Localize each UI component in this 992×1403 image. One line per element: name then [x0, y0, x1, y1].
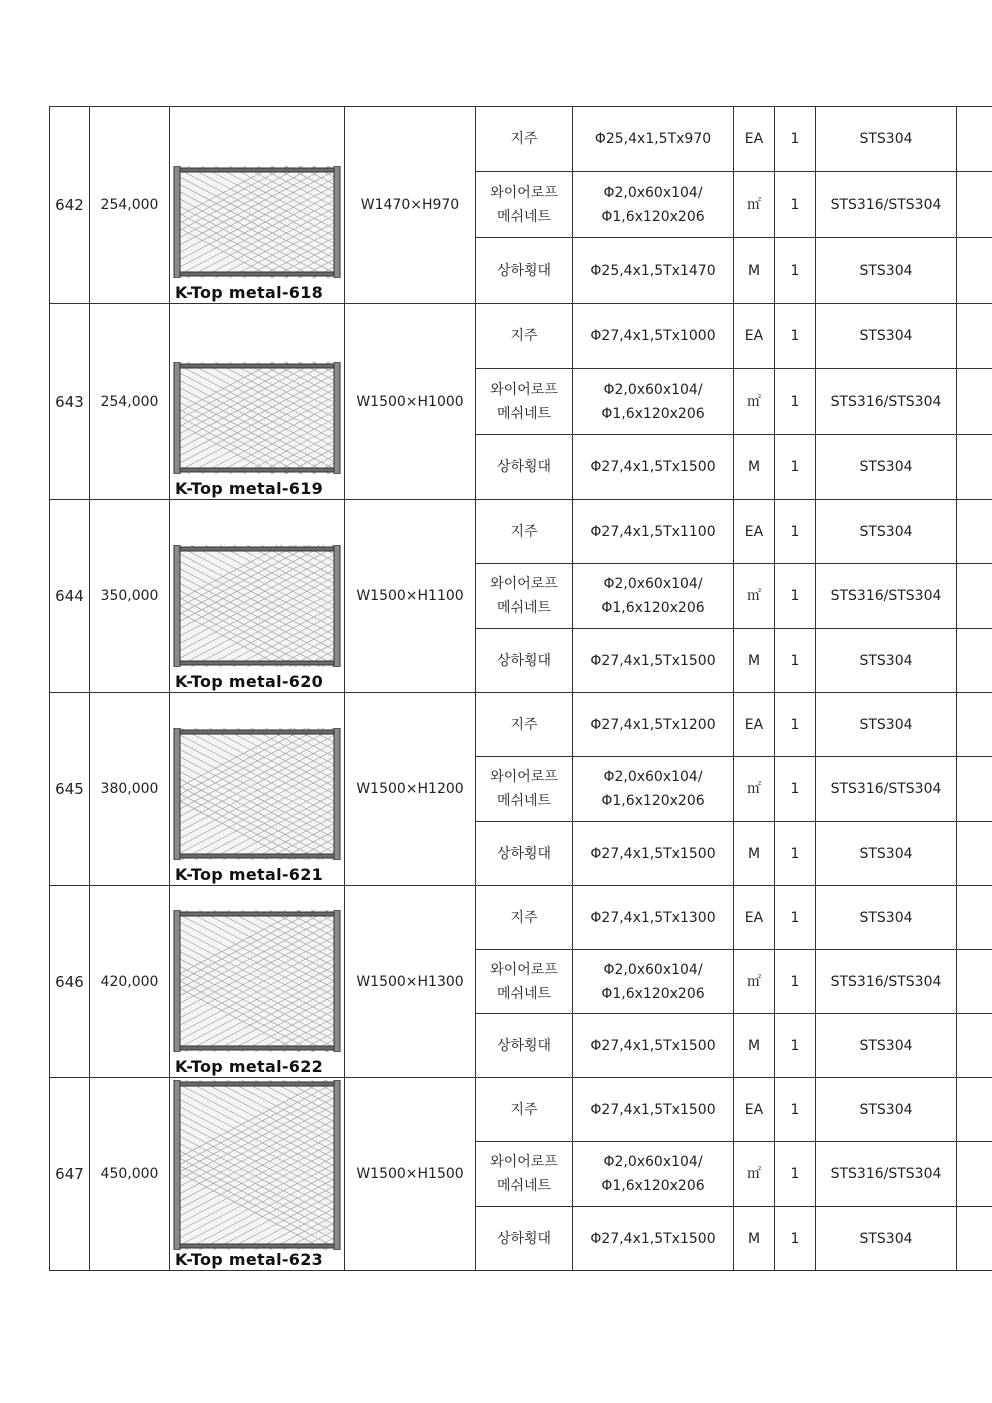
part-name-line: 메쉬네트 — [496, 1178, 552, 1194]
fence-image — [173, 1080, 341, 1250]
model-name: K-Top metal-618 — [175, 283, 324, 302]
part-unit: ㎡ — [734, 564, 775, 629]
part-note — [957, 564, 992, 629]
part-name — [476, 693, 573, 757]
part-name — [476, 435, 573, 500]
part-material: STS316/STS304 — [816, 1142, 957, 1207]
part-spec — [573, 1014, 734, 1078]
table-row — [50, 107, 992, 172]
part-name — [476, 1078, 573, 1142]
part-spec — [573, 500, 734, 564]
part-name — [476, 500, 573, 564]
model-name: K-Top metal-623 — [175, 1250, 324, 1269]
part-material: STS304 — [816, 1078, 957, 1142]
part-material: STS316/STS304 — [816, 564, 957, 629]
part-qty: 1 — [775, 500, 816, 564]
part-spec — [573, 1078, 734, 1142]
part-spec-line: Φ1,6x120x206 — [601, 1178, 705, 1194]
part-material: STS304 — [816, 1207, 957, 1271]
part-unit: EA — [734, 1078, 775, 1142]
part-spec — [573, 172, 734, 238]
item-size: W1500×H1300 — [345, 886, 476, 1078]
part-unit: M — [734, 435, 775, 500]
part-note — [957, 757, 992, 822]
fence-panel-illustration — [173, 728, 341, 860]
part-qty: 1 — [775, 693, 816, 757]
product-image-cell — [170, 107, 345, 304]
part-material: STS304 — [816, 304, 957, 369]
product-image-cell — [170, 693, 345, 886]
fence-panel-illustration — [173, 910, 341, 1052]
part-spec-line: Φ27,4x1,5Tx1500 — [590, 1230, 716, 1247]
item-number: 645 — [50, 693, 90, 886]
part-spec — [573, 564, 734, 629]
part-note — [957, 950, 992, 1014]
item-price: 254,000 — [90, 304, 170, 500]
part-unit: EA — [734, 500, 775, 564]
part-name — [476, 564, 573, 629]
part-spec-line: Φ27,4x1,5Tx1000 — [590, 328, 716, 344]
fence-image — [173, 910, 341, 1052]
part-spec-line: Φ1,6x120x206 — [601, 208, 705, 225]
part-material: STS304 — [816, 629, 957, 693]
part-material: STS304 — [816, 435, 957, 500]
part-qty: 1 — [775, 886, 816, 950]
part-unit: ㎡ — [734, 369, 775, 435]
part-spec-line: Φ1,6x120x206 — [601, 600, 705, 616]
part-qty: 1 — [775, 107, 816, 172]
part-name-line: 지주 — [510, 1101, 538, 1118]
part-qty: 1 — [775, 1207, 816, 1271]
item-number: 647 — [50, 1078, 90, 1271]
part-name-line: 와이어로프 — [490, 184, 558, 201]
product-image-cell — [170, 500, 345, 693]
part-spec-line: Φ2,0x60x104/ — [603, 576, 703, 592]
part-note — [957, 886, 992, 950]
fence-image — [173, 545, 341, 667]
part-spec — [573, 1207, 734, 1271]
item-price: 420,000 — [90, 886, 170, 1078]
part-material: STS304 — [816, 238, 957, 304]
part-name — [476, 107, 573, 172]
part-name-line: 지주 — [510, 328, 538, 344]
product-image-cell — [170, 304, 345, 500]
part-name — [476, 1014, 573, 1078]
part-name — [476, 950, 573, 1014]
part-note — [957, 1142, 992, 1207]
part-unit: M — [734, 1014, 775, 1078]
part-qty: 1 — [775, 757, 816, 822]
part-note — [957, 693, 992, 757]
item-price: 350,000 — [90, 500, 170, 693]
part-spec-line: Φ25,4x1,5Tx1470 — [590, 262, 716, 279]
table-row — [50, 886, 992, 950]
part-unit: EA — [734, 304, 775, 369]
part-name — [476, 238, 573, 304]
table-row — [50, 500, 992, 564]
part-qty: 1 — [775, 1142, 816, 1207]
part-unit: EA — [734, 693, 775, 757]
part-note — [957, 238, 992, 304]
product-image-cell — [170, 1078, 345, 1271]
item-size: W1500×H1500 — [345, 1078, 476, 1271]
model-name: K-Top metal-621 — [175, 865, 324, 884]
part-qty: 1 — [775, 564, 816, 629]
part-name-line: 메쉬네트 — [496, 405, 552, 422]
part-name — [476, 822, 573, 886]
part-unit: M — [734, 238, 775, 304]
part-material: STS316/STS304 — [816, 172, 957, 238]
part-unit: M — [734, 1207, 775, 1271]
part-name-line: 와이어로프 — [490, 576, 558, 592]
table-row — [50, 693, 992, 757]
part-name-line: 지주 — [510, 716, 538, 733]
part-note — [957, 500, 992, 564]
part-unit: ㎡ — [734, 1142, 775, 1207]
part-name-line: 상하횡대 — [496, 652, 552, 669]
part-name-line: 메쉬네트 — [496, 600, 552, 616]
part-name — [476, 886, 573, 950]
part-spec-line: Φ27,4x1,5Tx1500 — [590, 845, 716, 862]
part-spec-line: Φ25,4x1,5Tx970 — [594, 131, 712, 147]
part-spec — [573, 757, 734, 822]
part-spec-line: Φ27,4x1,5Tx1200 — [590, 716, 716, 733]
part-material: STS304 — [816, 822, 957, 886]
part-spec — [573, 886, 734, 950]
part-spec-line: Φ27,4x1,5Tx1300 — [590, 909, 716, 926]
part-spec — [573, 107, 734, 172]
item-number: 644 — [50, 500, 90, 693]
fence-panel-illustration — [173, 545, 341, 667]
part-material: STS316/STS304 — [816, 757, 957, 822]
part-spec — [573, 950, 734, 1014]
part-qty: 1 — [775, 435, 816, 500]
part-spec-line: Φ2,0x60x104/ — [603, 184, 703, 201]
item-size: W1500×H1100 — [345, 500, 476, 693]
part-note — [957, 1207, 992, 1271]
part-spec-line: Φ27,4x1,5Tx1100 — [590, 523, 716, 540]
part-spec — [573, 238, 734, 304]
part-material: STS316/STS304 — [816, 369, 957, 435]
part-unit: M — [734, 629, 775, 693]
fence-image — [173, 728, 341, 860]
part-unit: ㎡ — [734, 757, 775, 822]
part-name-line: 지주 — [510, 131, 538, 147]
part-note — [957, 822, 992, 886]
part-spec-line: Φ27,4x1,5Tx1500 — [590, 1037, 716, 1054]
part-spec — [573, 435, 734, 500]
part-spec — [573, 1142, 734, 1207]
part-material: STS304 — [816, 500, 957, 564]
part-name-line: 상하횡대 — [496, 1230, 552, 1247]
part-note — [957, 1078, 992, 1142]
part-note — [957, 629, 992, 693]
part-name-line: 상하횡대 — [496, 262, 552, 279]
part-name — [476, 629, 573, 693]
part-spec — [573, 822, 734, 886]
table-row — [50, 1078, 992, 1142]
product-image-cell — [170, 886, 345, 1078]
part-qty: 1 — [775, 238, 816, 304]
part-spec — [573, 304, 734, 369]
table-row — [50, 304, 992, 369]
part-name — [476, 369, 573, 435]
part-qty: 1 — [775, 172, 816, 238]
item-price: 380,000 — [90, 693, 170, 886]
part-spec-line: Φ27,4x1,5Tx1500 — [590, 1101, 716, 1118]
part-qty: 1 — [775, 1078, 816, 1142]
part-spec-line: Φ1,6x120x206 — [601, 405, 705, 422]
part-name-line: 지주 — [510, 909, 538, 926]
item-size: W1500×H1000 — [345, 304, 476, 500]
part-name-line: 메쉬네트 — [496, 208, 552, 225]
part-qty: 1 — [775, 629, 816, 693]
part-name — [476, 1142, 573, 1207]
part-name-line: 와이어로프 — [490, 1154, 558, 1170]
item-price: 450,000 — [90, 1078, 170, 1271]
fence-panel-illustration — [173, 166, 341, 278]
model-name: K-Top metal-620 — [175, 672, 324, 691]
fence-image — [173, 362, 341, 474]
part-spec-line: Φ27,4x1,5Tx1500 — [590, 459, 716, 475]
part-unit: EA — [734, 107, 775, 172]
part-unit: ㎡ — [734, 172, 775, 238]
fence-panel-illustration — [173, 1080, 341, 1250]
part-note — [957, 304, 992, 369]
part-name-line: 와이어로프 — [490, 769, 558, 785]
part-name-line: 상하횡대 — [496, 1037, 552, 1054]
part-name-line: 와이어로프 — [490, 381, 558, 398]
part-spec-line: Φ1,6x120x206 — [601, 985, 705, 1002]
part-unit: EA — [734, 886, 775, 950]
part-name — [476, 757, 573, 822]
part-unit: ㎡ — [734, 950, 775, 1014]
part-name-line: 지주 — [510, 523, 538, 540]
part-qty: 1 — [775, 950, 816, 1014]
part-name-line: 상하횡대 — [496, 845, 552, 862]
item-number: 642 — [50, 107, 90, 304]
part-name — [476, 172, 573, 238]
part-spec-line: Φ2,0x60x104/ — [603, 769, 703, 785]
part-name — [476, 1207, 573, 1271]
item-size: W1470×H970 — [345, 107, 476, 304]
part-note — [957, 369, 992, 435]
part-spec-line: Φ2,0x60x104/ — [603, 381, 703, 398]
part-name-line: 와이어로프 — [490, 961, 558, 978]
item-size: W1500×H1200 — [345, 693, 476, 886]
part-material: STS304 — [816, 886, 957, 950]
part-spec-line: Φ27,4x1,5Tx1500 — [590, 652, 716, 669]
part-note — [957, 172, 992, 238]
model-name: K-Top metal-622 — [175, 1057, 324, 1076]
part-note — [957, 435, 992, 500]
item-price: 254,000 — [90, 107, 170, 304]
model-name: K-Top metal-619 — [175, 479, 324, 498]
part-qty: 1 — [775, 822, 816, 886]
part-spec-line: Φ2,0x60x104/ — [603, 961, 703, 978]
part-unit: M — [734, 822, 775, 886]
part-name-line: 메쉬네트 — [496, 985, 552, 1002]
part-qty: 1 — [775, 369, 816, 435]
item-number: 646 — [50, 886, 90, 1078]
part-qty: 1 — [775, 304, 816, 369]
part-spec — [573, 369, 734, 435]
product-spec-table — [49, 106, 992, 1271]
part-note — [957, 1014, 992, 1078]
part-name — [476, 304, 573, 369]
fence-image — [173, 166, 341, 278]
part-spec-line: Φ1,6x120x206 — [601, 793, 705, 809]
part-name-line: 상하횡대 — [496, 459, 552, 475]
part-material: STS316/STS304 — [816, 950, 957, 1014]
part-material: STS304 — [816, 693, 957, 757]
part-note — [957, 107, 992, 172]
part-material: STS304 — [816, 1014, 957, 1078]
part-spec — [573, 629, 734, 693]
part-material: STS304 — [816, 107, 957, 172]
part-spec-line: Φ2,0x60x104/ — [603, 1154, 703, 1170]
fence-panel-illustration — [173, 362, 341, 474]
item-number: 643 — [50, 304, 90, 500]
part-qty: 1 — [775, 1014, 816, 1078]
part-spec — [573, 693, 734, 757]
part-name-line: 메쉬네트 — [496, 793, 552, 809]
